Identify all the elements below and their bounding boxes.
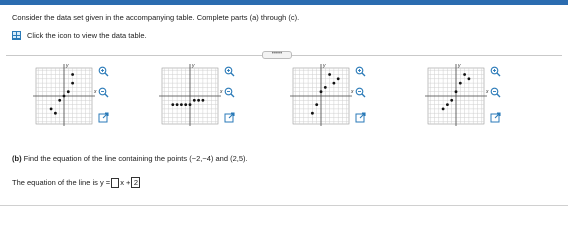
slope-input[interactable] <box>111 178 119 188</box>
data-table-link[interactable]: Click the icon to view the data table. <box>27 30 147 40</box>
data-point <box>337 77 340 80</box>
part-b-question-text: Find the equation of the line containing the points (−2,−4) and (2,5). <box>23 154 248 163</box>
graph-option-4 <box>425 63 489 126</box>
data-point <box>71 73 74 76</box>
divider-handle[interactable]: ••••• <box>262 51 292 59</box>
graph-option-1 <box>33 63 97 126</box>
zoom-out-icon[interactable] <box>98 87 109 98</box>
y-axis-label: y <box>192 63 195 69</box>
data-point <box>315 103 318 106</box>
data-point <box>197 99 200 102</box>
expand-icon[interactable] <box>98 112 109 123</box>
data-point <box>193 99 196 102</box>
data-point <box>442 108 445 111</box>
intercept-input[interactable]: 2 <box>131 177 140 188</box>
data-point <box>320 90 323 93</box>
data-table-link-row[interactable] <box>12 30 147 40</box>
data-point <box>455 90 458 93</box>
data-point <box>63 95 66 98</box>
data-point <box>67 90 70 93</box>
x-axis-label: x <box>351 89 354 95</box>
answer-prefix: The equation of the line is y = <box>12 178 111 187</box>
data-point <box>324 86 327 89</box>
zoom-in-icon[interactable] <box>490 66 501 77</box>
data-point <box>328 73 331 76</box>
bottom-divider <box>0 205 568 206</box>
graph-options-area <box>0 60 568 138</box>
data-point <box>180 103 183 106</box>
data-point <box>333 82 336 85</box>
data-point <box>50 108 53 111</box>
data-point <box>311 112 314 115</box>
x-axis-label: x <box>220 89 223 95</box>
instructions-text: Consider the data set given in the accompanying table. Complete parts (a) through (c). <box>12 13 300 22</box>
data-point <box>450 99 453 102</box>
expand-icon[interactable] <box>490 112 501 123</box>
x-axis-label: x <box>486 89 489 95</box>
part-b-label: (b) <box>12 154 22 163</box>
expand-icon[interactable] <box>224 112 235 123</box>
data-point <box>463 73 466 76</box>
part-b-answer <box>12 177 140 188</box>
graph-option-2 <box>159 63 223 126</box>
top-accent-bar <box>0 0 568 5</box>
y-axis-label: y <box>323 63 326 69</box>
x-axis-label: x <box>94 89 97 95</box>
data-point <box>176 103 179 106</box>
y-axis-label: y <box>458 63 461 69</box>
zoom-in-icon[interactable] <box>355 66 366 77</box>
data-point <box>446 103 449 106</box>
data-point <box>202 99 205 102</box>
data-point <box>71 82 74 85</box>
zoom-out-icon[interactable] <box>490 87 501 98</box>
data-point <box>468 77 471 80</box>
expand-icon[interactable] <box>355 112 366 123</box>
zoom-out-icon[interactable] <box>355 87 366 98</box>
answer-mid: x + <box>120 178 131 187</box>
graph-option-3 <box>290 63 354 126</box>
data-point <box>459 82 462 85</box>
data-point <box>58 99 61 102</box>
zoom-out-icon[interactable] <box>224 87 235 98</box>
data-point <box>54 112 57 115</box>
part-b-question <box>12 154 248 163</box>
data-point <box>184 103 187 106</box>
zoom-in-icon[interactable] <box>98 66 109 77</box>
zoom-in-icon[interactable] <box>224 66 235 77</box>
data-point <box>171 103 174 106</box>
data-point <box>189 103 192 106</box>
y-axis-label: y <box>66 63 69 69</box>
table-icon[interactable] <box>12 31 21 40</box>
